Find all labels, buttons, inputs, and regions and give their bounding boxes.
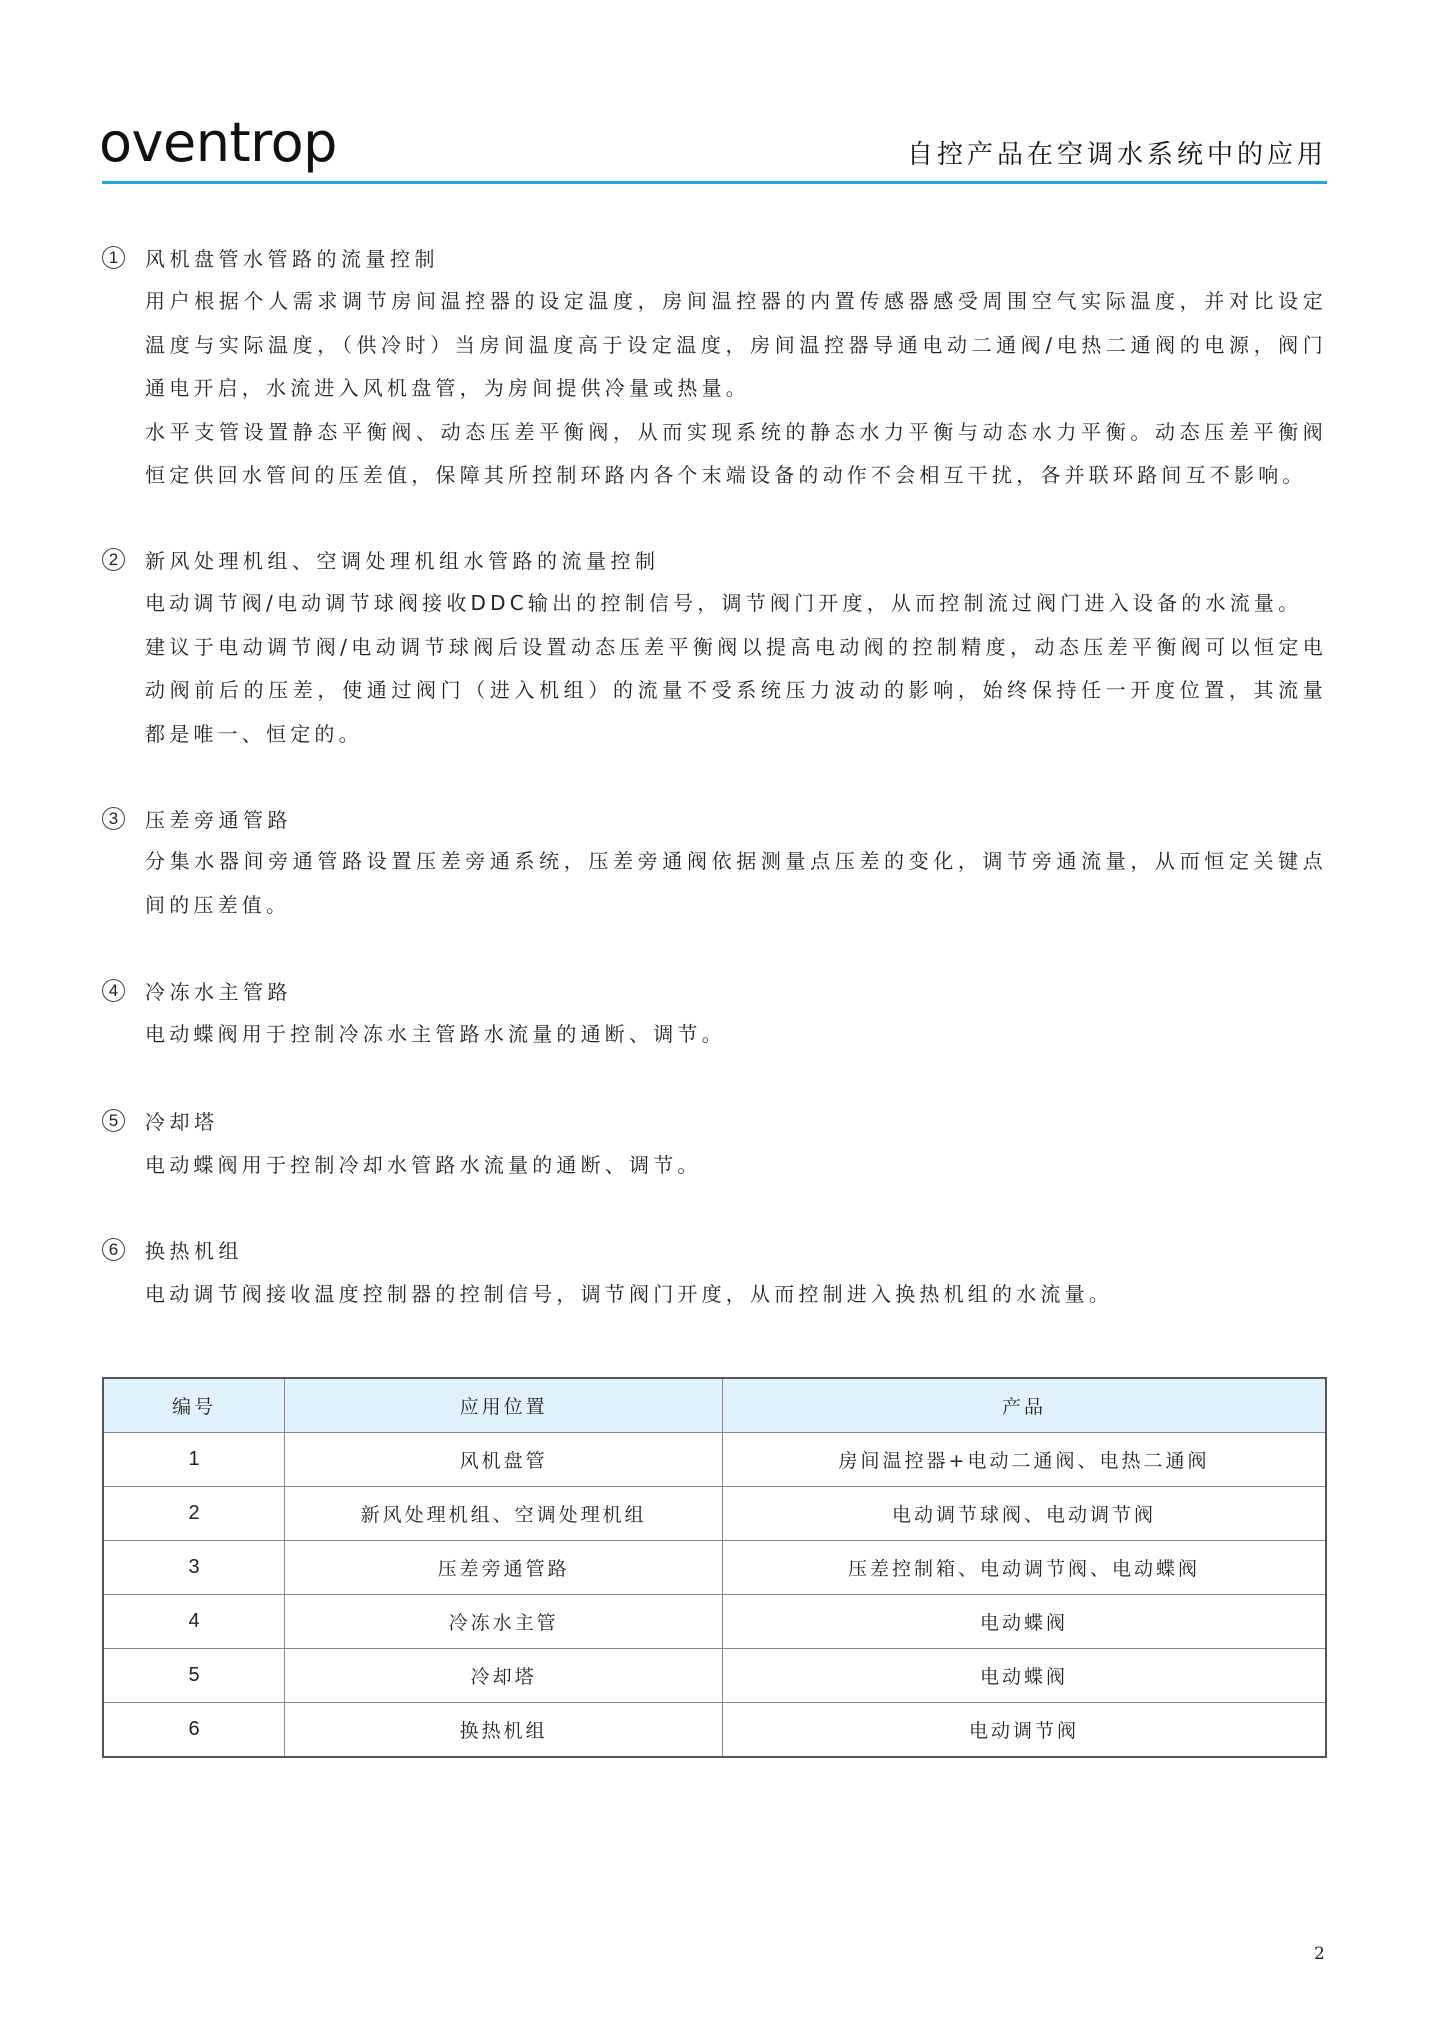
section-heading bbox=[102, 970, 1327, 1014]
table-row bbox=[103, 1433, 1326, 1487]
body-line: 水平支管设置静态平衡阀、动态压差平衡阀，从而实现系统的静态水力平衡与动态水力平衡。动态压差平衡阀 bbox=[145, 419, 1327, 444]
cell-number: 6 bbox=[103, 1703, 285, 1758]
section-heading bbox=[102, 237, 1327, 281]
body-line: 建议于电动调节阀/电动调节球阀后设置动态压差平衡阀以提高电动阀的控制精度，动态压差平衡阀可以恒定电 bbox=[145, 634, 1327, 659]
table-header-row bbox=[103, 1378, 1326, 1433]
table-row bbox=[103, 1541, 1326, 1595]
body-line: 分集水器间旁通管路设置压差旁通系统，压差旁通阀依据测量点压差的变化，调节旁通流量，从而恒定关键点 bbox=[145, 849, 1327, 873]
section-heading bbox=[102, 539, 1327, 583]
body-line: 间的压差值。 bbox=[145, 892, 291, 917]
section-title: 新风处理机组、空调处理机组水管路的流量控制 bbox=[145, 549, 660, 573]
cell-product: 电动蝶阀 bbox=[723, 1649, 1327, 1703]
application-table bbox=[102, 1377, 1327, 1758]
table-row bbox=[103, 1595, 1326, 1649]
cell-product: 压差控制箱、电动调节阀、电动蝶阀 bbox=[723, 1541, 1327, 1595]
cell-product: 电动调节阀 bbox=[723, 1703, 1327, 1758]
cell-location: 新风处理机组、空调处理机组 bbox=[285, 1487, 723, 1541]
body-line: 电动蝶阀用于控制冷冻水主管路水流量的通断、调节。 bbox=[145, 1022, 726, 1046]
table-row bbox=[103, 1703, 1326, 1758]
section-body bbox=[145, 582, 1327, 756]
body-line: 通电开启，水流进入风机盘管，为房间提供冷量或热量。 bbox=[145, 376, 750, 401]
cell-location: 风机盘管 bbox=[285, 1433, 723, 1487]
body-line: 温度与实际温度，（供冷时）当房间温度高于设定温度，房间温控器导通电动二通阀/电热二通阀的电源，阀门 bbox=[145, 332, 1327, 357]
body-line: 动阀前后的压差，使通过阀门（进入机组）的流量不受系统压力波动的影响，始终保持任一开度位置，其流量 bbox=[145, 678, 1327, 703]
body-line: 电动调节阀接收温度控制器的控制信号，调节阀门开度，从而控制进入换热机组的水流量。 bbox=[145, 1282, 1113, 1306]
body-line: 电动蝶阀用于控制冷却水管路水流量的通断、调节。 bbox=[145, 1153, 702, 1177]
circled-number-icon: 1 bbox=[102, 246, 125, 269]
section-body bbox=[145, 280, 1327, 498]
cell-product: 电动调节球阀、电动调节阀 bbox=[723, 1487, 1327, 1541]
section-body bbox=[145, 1273, 1327, 1317]
section-title: 冷冻水主管路 bbox=[145, 980, 292, 1004]
circled-number-icon: 3 bbox=[102, 807, 125, 830]
section-heading bbox=[102, 1100, 1327, 1144]
circled-number-icon: 4 bbox=[102, 979, 125, 1002]
body-line: 用户根据个人需求调节房间温控器的设定温度，房间温控器的内置传感器感受周围空气实际温度，并对比设定 bbox=[145, 289, 1327, 313]
cell-product: 房间温控器+电动二通阀、电热二通阀 bbox=[723, 1433, 1327, 1487]
cell-product: 电动蝶阀 bbox=[723, 1595, 1327, 1649]
section-title: 风机盘管水管路的流量控制 bbox=[145, 247, 439, 271]
section-title: 压差旁通管路 bbox=[145, 808, 292, 832]
section-heading bbox=[102, 1229, 1327, 1273]
circled-number-icon: 6 bbox=[102, 1238, 125, 1261]
table-row bbox=[103, 1487, 1326, 1541]
circled-number-icon: 5 bbox=[102, 1109, 125, 1132]
section-title: 冷却塔 bbox=[145, 1110, 219, 1134]
cell-number: 4 bbox=[103, 1595, 285, 1649]
body-line: 都是唯一、恒定的。 bbox=[145, 721, 363, 746]
cell-number: 1 bbox=[103, 1433, 285, 1487]
oventrop-logo: oventrop bbox=[99, 111, 337, 174]
circled-number-icon: 2 bbox=[102, 548, 125, 571]
section-body bbox=[145, 1013, 1327, 1057]
body-line: 恒定供回水管间的压差值，保障其所控制环路内各个末端设备的动作不会相互干扰，各并联环路间互不影响。 bbox=[145, 463, 1307, 488]
section-body bbox=[145, 1144, 1327, 1188]
table-row bbox=[103, 1649, 1326, 1703]
cell-number: 5 bbox=[103, 1649, 285, 1703]
column-header-location: 应用位置 bbox=[285, 1378, 723, 1433]
cell-location: 换热机组 bbox=[285, 1703, 723, 1758]
document-title: 自控产品在空调水系统中的应用 bbox=[906, 140, 1327, 170]
cell-location: 冷冻水主管 bbox=[285, 1595, 723, 1649]
column-header-number: 编号 bbox=[103, 1378, 285, 1433]
cell-location: 压差旁通管路 bbox=[285, 1541, 723, 1595]
cell-number: 3 bbox=[103, 1541, 285, 1595]
section-title: 换热机组 bbox=[145, 1239, 243, 1263]
body-line: 电动调节阀/电动调节球阀接收DDC输出的控制信号，调节阀门开度，从而控制流过阀门进入设备的水流量。 bbox=[145, 591, 1303, 615]
cell-number: 2 bbox=[103, 1487, 285, 1541]
section-body bbox=[145, 840, 1327, 927]
column-header-product: 产品 bbox=[723, 1378, 1327, 1433]
section-heading bbox=[102, 798, 1327, 842]
page-number: 2 bbox=[1314, 1944, 1325, 1964]
header-divider bbox=[102, 181, 1327, 184]
cell-location: 冷却塔 bbox=[285, 1649, 723, 1703]
